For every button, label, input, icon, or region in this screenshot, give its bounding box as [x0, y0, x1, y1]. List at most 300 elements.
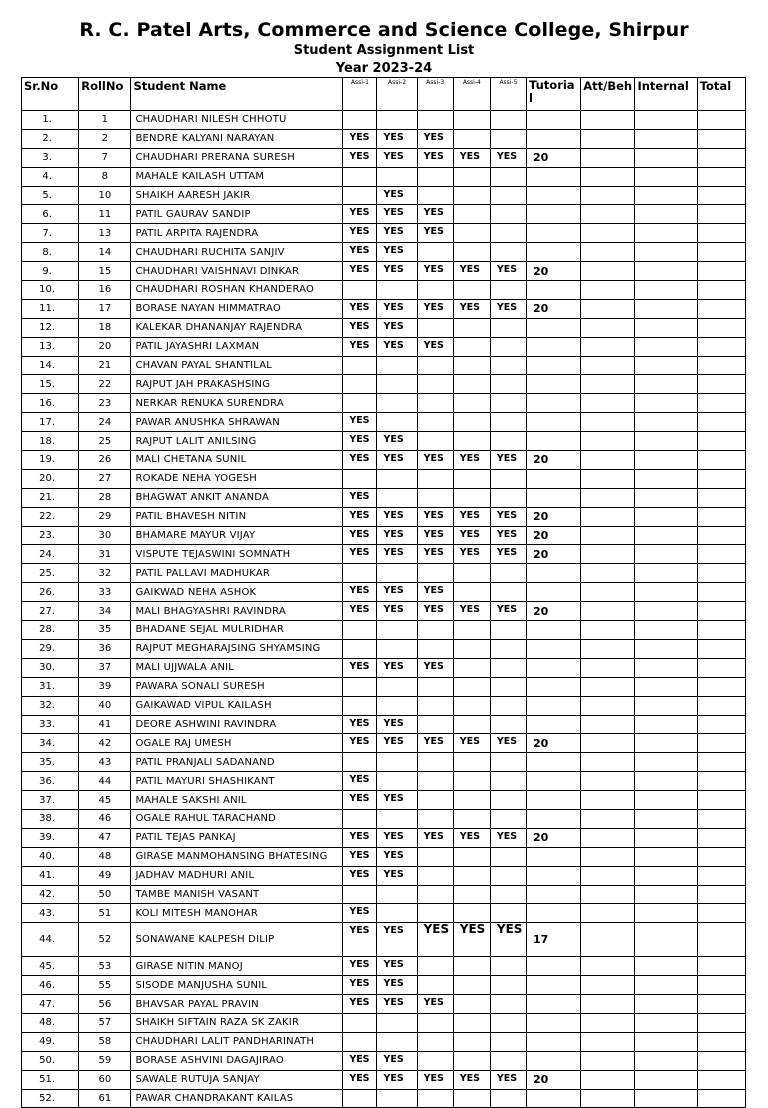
student-name-cell: PATIL MAYURI SHASHIKANT: [131, 772, 343, 791]
sr-no-cell: 37.: [22, 791, 79, 810]
att-beh-cell: [581, 394, 635, 413]
assignment-5-cell: YES: [490, 923, 526, 957]
table-row: [22, 904, 746, 923]
col-header-total: Total: [697, 78, 745, 111]
internal-cell: [635, 809, 697, 828]
sr-no-cell: 32.: [22, 696, 79, 715]
student-name-cell: SONAWANE KALPESH DILIP: [131, 923, 343, 957]
page-title: R. C. Patel Arts, Commerce and Science College, Shirpur: [79, 19, 689, 41]
roll-no-cell: 23: [79, 394, 131, 413]
assignment-4-cell: [453, 469, 490, 488]
table-row: [22, 602, 746, 621]
internal-cell: [635, 923, 697, 957]
tutorial-cell: [527, 186, 581, 205]
assignment-3-cell: [417, 677, 453, 696]
assignment-2-cell: [377, 809, 417, 828]
assignment-2-cell: [377, 1032, 417, 1051]
att-beh-cell: [581, 545, 635, 564]
tutorial-cell: [527, 885, 581, 904]
assignment-1-cell: YES: [343, 866, 377, 885]
tutorial-cell: [527, 281, 581, 300]
assignment-3-cell: [417, 356, 453, 375]
assignment-5-cell: [490, 809, 526, 828]
assignment-3-cell: [417, 469, 453, 488]
att-beh-cell: [581, 564, 635, 583]
att-beh-cell: [581, 677, 635, 696]
sr-no-cell: 50.: [22, 1051, 79, 1070]
total-cell: [697, 715, 745, 734]
assignment-3-cell: [417, 696, 453, 715]
att-beh-cell: [581, 318, 635, 337]
table-row: [22, 696, 746, 715]
assignment-5-cell: [490, 1013, 526, 1032]
academic-year: Year 2023-24: [335, 61, 433, 76]
student-name-cell: DEORE ASHWINI RAVINDRA: [131, 715, 343, 734]
assignment-3-cell: [417, 904, 453, 923]
assignment-2-cell: YES: [377, 545, 417, 564]
student-name-cell: BHADANE SEJAL MULRIDHAR: [131, 621, 343, 640]
internal-cell: [635, 696, 697, 715]
assignment-3-cell: YES: [417, 262, 453, 281]
assignment-2-cell: YES: [377, 847, 417, 866]
tutorial-cell: [527, 791, 581, 810]
roll-no-cell: 61: [79, 1089, 131, 1108]
assignment-1-cell: YES: [343, 262, 377, 281]
att-beh-cell: [581, 281, 635, 300]
tutorial-cell: [527, 243, 581, 262]
roll-no-cell: 58: [79, 1032, 131, 1051]
assignment-5-cell: [490, 129, 526, 148]
roll-no-cell: 39: [79, 677, 131, 696]
internal-cell: [635, 1032, 697, 1051]
assignment-4-cell: [453, 129, 490, 148]
assignment-3-cell: [417, 564, 453, 583]
tutorial-cell: [527, 224, 581, 243]
total-cell: [697, 1070, 745, 1089]
student-name-cell: TAMBE MANISH VASANT: [131, 885, 343, 904]
assignment-1-cell: [343, 186, 377, 205]
roll-no-cell: 36: [79, 639, 131, 658]
student-name-cell: JADHAV MADHURI ANIL: [131, 866, 343, 885]
assignment-2-cell: [377, 394, 417, 413]
assignment-2-cell: YES: [377, 658, 417, 677]
total-cell: [697, 1032, 745, 1051]
student-name-cell: CHAVAN PAYAL SHANTILAL: [131, 356, 343, 375]
assignment-1-cell: YES: [343, 904, 377, 923]
att-beh-cell: [581, 976, 635, 995]
assignment-5-cell: [490, 583, 526, 602]
assignment-2-cell: [377, 753, 417, 772]
assignment-2-cell: YES: [377, 337, 417, 356]
tutorial-cell: 20: [527, 507, 581, 526]
table-row: [22, 356, 746, 375]
roll-no-cell: 53: [79, 957, 131, 976]
att-beh-cell: [581, 583, 635, 602]
total-cell: [697, 111, 745, 130]
student-name-cell: MALI UJJWALA ANIL: [131, 658, 343, 677]
table-row: [22, 621, 746, 640]
tutorial-cell: [527, 715, 581, 734]
assignment-3-cell: YES: [417, 507, 453, 526]
total-cell: [697, 885, 745, 904]
att-beh-cell: [581, 621, 635, 640]
roll-no-cell: 43: [79, 753, 131, 772]
student-name-cell: PATIL PALLAVI MADHUKAR: [131, 564, 343, 583]
tutorial-cell: [527, 318, 581, 337]
sr-no-cell: 25.: [22, 564, 79, 583]
assignment-3-cell: YES: [417, 299, 453, 318]
roll-no-cell: 14: [79, 243, 131, 262]
sr-no-cell: 5.: [22, 186, 79, 205]
internal-cell: [635, 224, 697, 243]
assignment-1-cell: YES: [343, 205, 377, 224]
att-beh-cell: [581, 186, 635, 205]
assignment-5-cell: [490, 205, 526, 224]
sr-no-cell: 43.: [22, 904, 79, 923]
student-name-cell: GIRASE NITIN MANOJ: [131, 957, 343, 976]
assignment-2-cell: YES: [377, 602, 417, 621]
internal-cell: [635, 564, 697, 583]
att-beh-cell: [581, 129, 635, 148]
att-beh-cell: [581, 734, 635, 753]
table-row: [22, 262, 746, 281]
sr-no-cell: 2.: [22, 129, 79, 148]
assignment-1-cell: [343, 375, 377, 394]
att-beh-cell: [581, 375, 635, 394]
assignment-2-cell: YES: [377, 526, 417, 545]
att-beh-cell: [581, 658, 635, 677]
sr-no-cell: 15.: [22, 375, 79, 394]
tutorial-cell: [527, 621, 581, 640]
internal-cell: [635, 791, 697, 810]
att-beh-cell: [581, 957, 635, 976]
att-beh-cell: [581, 299, 635, 318]
sr-no-cell: 14.: [22, 356, 79, 375]
assignment-4-cell: [453, 375, 490, 394]
assignment-3-cell: [417, 432, 453, 451]
student-name-cell: PATIL PRANJALI SADANAND: [131, 753, 343, 772]
assignment-2-cell: [377, 1013, 417, 1032]
total-cell: [697, 828, 745, 847]
table-row: [22, 186, 746, 205]
student-name-cell: PATIL TEJAS PANKAJ: [131, 828, 343, 847]
assignment-3-cell: [417, 281, 453, 300]
assignment-2-cell: [377, 772, 417, 791]
total-cell: [697, 976, 745, 995]
table-row: [22, 677, 746, 696]
assignment-2-cell: YES: [377, 432, 417, 451]
assignment-2-cell: [377, 621, 417, 640]
tutorial-cell: [527, 847, 581, 866]
assignment-4-cell: YES: [453, 734, 490, 753]
col-header-student-name: Student Name: [131, 78, 343, 111]
assignment-1-cell: YES: [343, 791, 377, 810]
sr-no-cell: 9.: [22, 262, 79, 281]
table-row: [22, 885, 746, 904]
assignment-5-cell: [490, 375, 526, 394]
internal-cell: [635, 583, 697, 602]
assignment-1-cell: YES: [343, 734, 377, 753]
student-name-cell: SISODE MANJUSHA SUNIL: [131, 976, 343, 995]
assignment-5-cell: [490, 564, 526, 583]
total-cell: [697, 488, 745, 507]
assignment-5-cell: YES: [490, 299, 526, 318]
assignment-4-cell: [453, 847, 490, 866]
internal-cell: [635, 262, 697, 281]
table-row: [22, 658, 746, 677]
assignment-5-cell: [490, 904, 526, 923]
assignment-2-cell: YES: [377, 148, 417, 167]
internal-cell: [635, 432, 697, 451]
assignment-table: [21, 77, 746, 1108]
internal-cell: [635, 148, 697, 167]
assignment-4-cell: [453, 394, 490, 413]
assignment-3-cell: YES: [417, 337, 453, 356]
assignment-2-cell: YES: [377, 715, 417, 734]
assignment-4-cell: [453, 1032, 490, 1051]
internal-cell: [635, 337, 697, 356]
total-cell: [697, 299, 745, 318]
assignment-2-cell: [377, 281, 417, 300]
tutorial-cell: 20: [527, 526, 581, 545]
assignment-3-cell: YES: [417, 583, 453, 602]
assignment-1-cell: YES: [343, 1070, 377, 1089]
table-row: [22, 469, 746, 488]
assignment-5-cell: [490, 957, 526, 976]
assignment-2-cell: YES: [377, 791, 417, 810]
roll-no-cell: 45: [79, 791, 131, 810]
tutorial-cell: [527, 337, 581, 356]
sr-no-cell: 41.: [22, 866, 79, 885]
table-row: [22, 957, 746, 976]
table-row: [22, 1051, 746, 1070]
assignment-5-cell: [490, 224, 526, 243]
assignment-4-cell: YES: [453, 602, 490, 621]
col-header-assi-1: Assi-1: [343, 78, 377, 111]
student-name-cell: SAWALE RUTUJA SANJAY: [131, 1070, 343, 1089]
roll-no-cell: 55: [79, 976, 131, 995]
total-cell: [697, 809, 745, 828]
assignment-5-cell: YES: [490, 526, 526, 545]
student-name-cell: PATIL ARPITA RAJENDRA: [131, 224, 343, 243]
assignment-2-cell: YES: [377, 957, 417, 976]
table-row: [22, 1089, 746, 1108]
roll-no-cell: 41: [79, 715, 131, 734]
total-cell: [697, 866, 745, 885]
assignment-1-cell: [343, 1032, 377, 1051]
sr-no-cell: 18.: [22, 432, 79, 451]
att-beh-cell: [581, 696, 635, 715]
assignment-4-cell: [453, 167, 490, 186]
internal-cell: [635, 413, 697, 432]
assignment-2-cell: YES: [377, 451, 417, 470]
internal-cell: [635, 847, 697, 866]
roll-no-cell: 22: [79, 375, 131, 394]
tutorial-cell: 17: [527, 923, 581, 957]
assignment-5-cell: [490, 658, 526, 677]
assignment-2-cell: [377, 1089, 417, 1108]
assignment-5-cell: [490, 715, 526, 734]
total-cell: [697, 432, 745, 451]
col-header-att-beh: Att/Beh: [581, 78, 635, 111]
table-row: [22, 828, 746, 847]
assignment-3-cell: [417, 1013, 453, 1032]
assignment-5-cell: [490, 677, 526, 696]
sr-no-cell: 30.: [22, 658, 79, 677]
student-name-cell: PAWAR ANUSHKA SHRAWAN: [131, 413, 343, 432]
assignment-4-cell: [453, 772, 490, 791]
col-header-assi-5: Assi-5: [490, 78, 526, 111]
assignment-1-cell: YES: [343, 337, 377, 356]
att-beh-cell: [581, 262, 635, 281]
att-beh-cell: [581, 1051, 635, 1070]
sr-no-cell: 24.: [22, 545, 79, 564]
total-cell: [697, 602, 745, 621]
assignment-5-cell: [490, 995, 526, 1014]
student-name-cell: GIRASE MANMOHANSING BHATESING: [131, 847, 343, 866]
internal-cell: [635, 243, 697, 262]
att-beh-cell: [581, 356, 635, 375]
roll-no-cell: 59: [79, 1051, 131, 1070]
roll-no-cell: 50: [79, 885, 131, 904]
student-name-cell: GAIKWAD NEHA ASHOK: [131, 583, 343, 602]
tutorial-cell: [527, 1013, 581, 1032]
tutorial-cell: 20: [527, 734, 581, 753]
table-row: [22, 526, 746, 545]
tutorial-cell: [527, 658, 581, 677]
att-beh-cell: [581, 148, 635, 167]
table-row: [22, 1032, 746, 1051]
assignment-1-cell: YES: [343, 243, 377, 262]
assignment-1-cell: [343, 639, 377, 658]
assignment-1-cell: [343, 1013, 377, 1032]
total-cell: [697, 904, 745, 923]
assignment-5-cell: [490, 772, 526, 791]
assignment-4-cell: [453, 753, 490, 772]
internal-cell: [635, 167, 697, 186]
sr-no-cell: 11.: [22, 299, 79, 318]
roll-no-cell: 49: [79, 866, 131, 885]
table-row: [22, 205, 746, 224]
total-cell: [697, 186, 745, 205]
assignment-4-cell: [453, 976, 490, 995]
assignment-4-cell: [453, 432, 490, 451]
internal-cell: [635, 205, 697, 224]
total-cell: [697, 413, 745, 432]
table-row: [22, 432, 746, 451]
att-beh-cell: [581, 488, 635, 507]
assignment-2-cell: YES: [377, 299, 417, 318]
tutorial-cell: 20: [527, 262, 581, 281]
assignment-5-cell: YES: [490, 148, 526, 167]
student-name-cell: CHAUDHARI VAISHNAVI DINKAR: [131, 262, 343, 281]
col-header-rollno: RollNo: [79, 78, 131, 111]
assignment-3-cell: [417, 243, 453, 262]
internal-cell: [635, 828, 697, 847]
assignment-1-cell: [343, 469, 377, 488]
assignment-5-cell: YES: [490, 545, 526, 564]
assignment-4-cell: YES: [453, 545, 490, 564]
assignment-3-cell: [417, 167, 453, 186]
total-cell: [697, 658, 745, 677]
internal-cell: [635, 1051, 697, 1070]
assignment-3-cell: [417, 639, 453, 658]
tutorial-cell: [527, 167, 581, 186]
assignment-1-cell: YES: [343, 583, 377, 602]
assignment-1-cell: [343, 677, 377, 696]
roll-no-cell: 47: [79, 828, 131, 847]
assignment-4-cell: [453, 564, 490, 583]
roll-no-cell: 60: [79, 1070, 131, 1089]
assignment-1-cell: YES: [343, 602, 377, 621]
sr-no-cell: 23.: [22, 526, 79, 545]
assignment-5-cell: [490, 413, 526, 432]
att-beh-cell: [581, 1013, 635, 1032]
assignment-2-cell: YES: [377, 1051, 417, 1070]
att-beh-cell: [581, 224, 635, 243]
roll-no-cell: 42: [79, 734, 131, 753]
roll-no-cell: 2: [79, 129, 131, 148]
table-row: [22, 583, 746, 602]
att-beh-cell: [581, 791, 635, 810]
sr-no-cell: 39.: [22, 828, 79, 847]
assignment-2-cell: YES: [377, 995, 417, 1014]
att-beh-cell: [581, 639, 635, 658]
assignment-5-cell: [490, 186, 526, 205]
internal-cell: [635, 1089, 697, 1108]
assignment-5-cell: [490, 621, 526, 640]
internal-cell: [635, 488, 697, 507]
assignment-4-cell: [453, 243, 490, 262]
att-beh-cell: [581, 413, 635, 432]
total-cell: [697, 394, 745, 413]
col-header-assi-2: Assi-2: [377, 78, 417, 111]
internal-cell: [635, 526, 697, 545]
internal-cell: [635, 281, 697, 300]
assignment-4-cell: [453, 904, 490, 923]
roll-no-cell: 18: [79, 318, 131, 337]
assignment-4-cell: [453, 583, 490, 602]
assignment-3-cell: [417, 885, 453, 904]
assignment-3-cell: [417, 976, 453, 995]
total-cell: [697, 205, 745, 224]
assignment-4-cell: [453, 957, 490, 976]
assignment-1-cell: [343, 356, 377, 375]
att-beh-cell: [581, 828, 635, 847]
assignment-4-cell: [453, 318, 490, 337]
assignment-5-cell: YES: [490, 734, 526, 753]
att-beh-cell: [581, 809, 635, 828]
assignment-5-cell: [490, 488, 526, 507]
roll-no-cell: 15: [79, 262, 131, 281]
sr-no-cell: 4.: [22, 167, 79, 186]
assignment-1-cell: YES: [343, 995, 377, 1014]
att-beh-cell: [581, 507, 635, 526]
roll-no-cell: 56: [79, 995, 131, 1014]
assignment-3-cell: YES: [417, 129, 453, 148]
student-name-cell: CHAUDHARI PRERANA SURESH: [131, 148, 343, 167]
sr-no-cell: 36.: [22, 772, 79, 791]
assignment-2-cell: YES: [377, 205, 417, 224]
att-beh-cell: [581, 715, 635, 734]
assignment-5-cell: [490, 469, 526, 488]
internal-cell: [635, 639, 697, 658]
assignment-4-cell: [453, 356, 490, 375]
internal-cell: [635, 904, 697, 923]
roll-no-cell: 8: [79, 167, 131, 186]
assignment-5-cell: [490, 167, 526, 186]
assignment-2-cell: [377, 167, 417, 186]
